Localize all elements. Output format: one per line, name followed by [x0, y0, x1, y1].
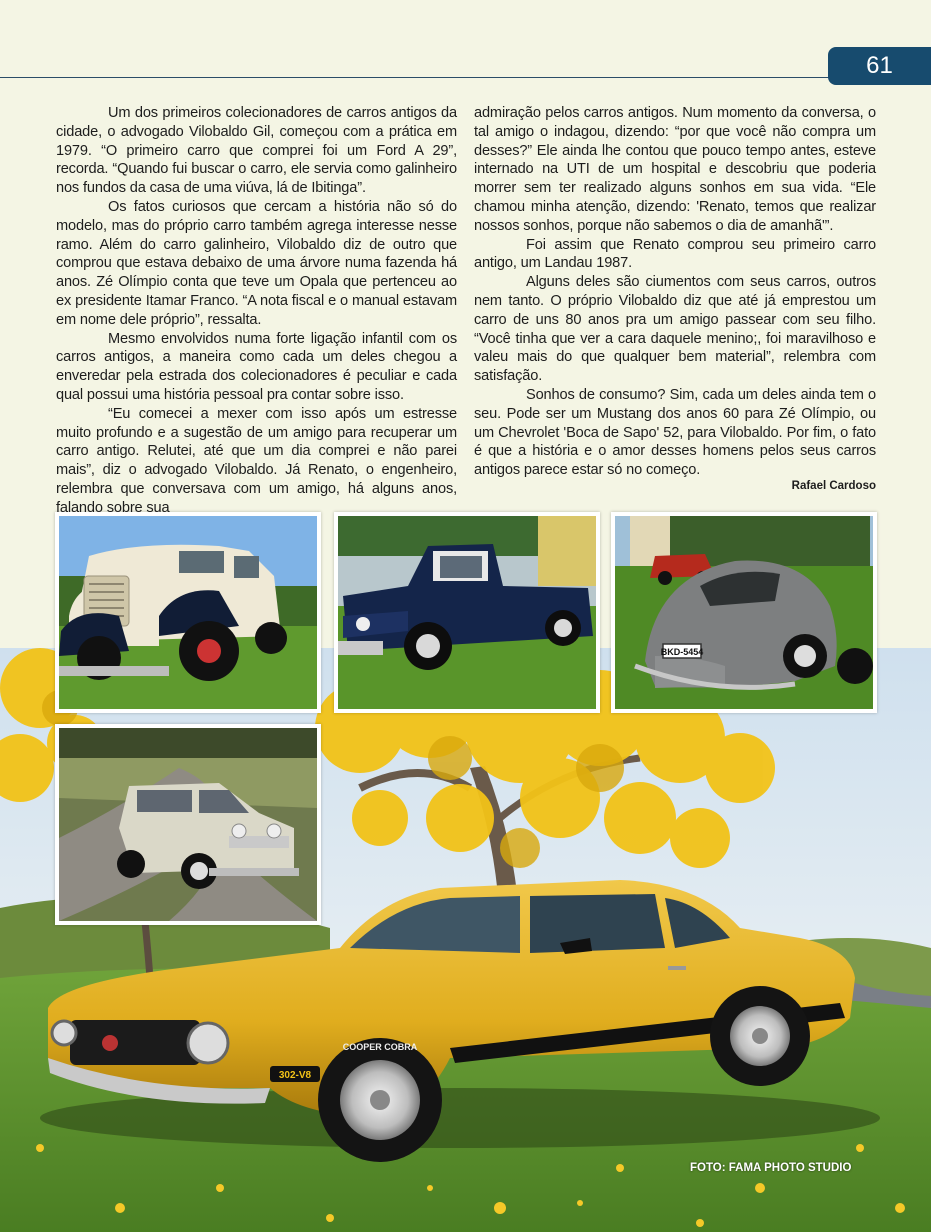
maverick-badge: 302-V8 — [278, 1070, 312, 1081]
tire-lettering: COOPER COBRA — [342, 1042, 418, 1052]
beetle-photo — [611, 512, 877, 713]
article-paragraph: Alguns deles são ciumentos com seus carros, outros nem tanto. O próprio Vilobaldo diz que até já emprestou um carro de uns 80 anos pra um amigo passear com seu filho. “Você tinha que ver a cara daquele menino;, foi maravilhoso e valeu mais do que qualquer bem material”, relembra com satisfação. — [474, 274, 876, 385]
blue-pickup-photo — [334, 512, 600, 713]
header-rule — [0, 77, 830, 78]
article-paragraph: “Eu comecei a mexer com isso após um estresse muito profundo e a sugestão de um amigo para recuperar um carro antigo. Relutei, até que um dia comprei e não parei mais”, diz o advogado Vilobaldo. Já Renato, o engenheiro, relembra que conversava com um amigo, há alguns anos, falando sobre sua — [56, 405, 457, 516]
article-column-right — [474, 104, 876, 480]
article-paragraph: Um dos primeiros colecionadores de carros antigos da cidade, o advogado Vilobaldo Gil, começou com a prática em 1979. “O primeiro carro que comprei foi um Ford A 29”, recorda. “Quando fui buscar o carro, ele servia como galinheiro nos fundos da casa de uma viúva, lá de Ibitinga”. — [56, 105, 457, 197]
article-paragraph: Foi assim que Renato comprou seu primeiro carro antigo, um Landau 1987. — [474, 236, 876, 272]
article-column-left — [56, 104, 457, 518]
beetle-plate: BKD-5454 — [660, 647, 704, 657]
article-paragraph: Sonhos de consumo? Sim, cada um deles ainda tem o seu. Pode ser um Mustang dos anos 60 para Zé Olímpio, ou um Chevrolet 'Boca de Sapo' 52, para Vilobaldo. Por fim, o fato é que a história e o amor desses homens pelos seus carros antigos parece estar só no começo. — [474, 386, 876, 479]
article-paragraph: admiração pelos carros antigos. Num momento da conversa, o tal amigo o indagou, dizendo: “por que você não compra um desses?” Ele ainda lhe contou que pouco tempo antes, esteve internado na UTI de um hospital e descobriu que poderia morrer sem ter realizado alguns sonhos em sua vida. “Ele chamou minha atenção, dizendo: 'Renato, temos que realizar nossos sonhos, porque não sabemos o dia de amanhã'”. — [474, 105, 876, 234]
article-paragraph: Os fatos curiosos que cercam a história não só do modelo, mas do próprio carro também agrega interesse nesse ramo. Além do carro galinheiro, Vilobaldo diz de outro que comprou que estava debaixo de uma árvore numa fazenda há anos. Zé Olímpio conta que teve um Opala que pertenceu ao ex presidente Itamar Franco. “A nota fiscal e o manual estavam em nome dele próprio”, ressalta. — [56, 198, 457, 328]
page-number: 61 — [828, 47, 931, 85]
article-author: Rafael Cardoso — [791, 480, 876, 492]
vintage-van-photo — [55, 512, 321, 713]
station-wagon-photo — [55, 724, 321, 925]
photo-credit: FOTO: FAMA PHOTO STUDIO — [690, 1162, 852, 1174]
article-paragraph: Mesmo envolvidos numa forte ligação infantil com os carros antigos, a maneira como cada um deles chegou a enveredar pela estrada dos colecionadores é peculiar e cada qual possui uma história pessoal pra contar sobre isso. — [56, 330, 457, 403]
